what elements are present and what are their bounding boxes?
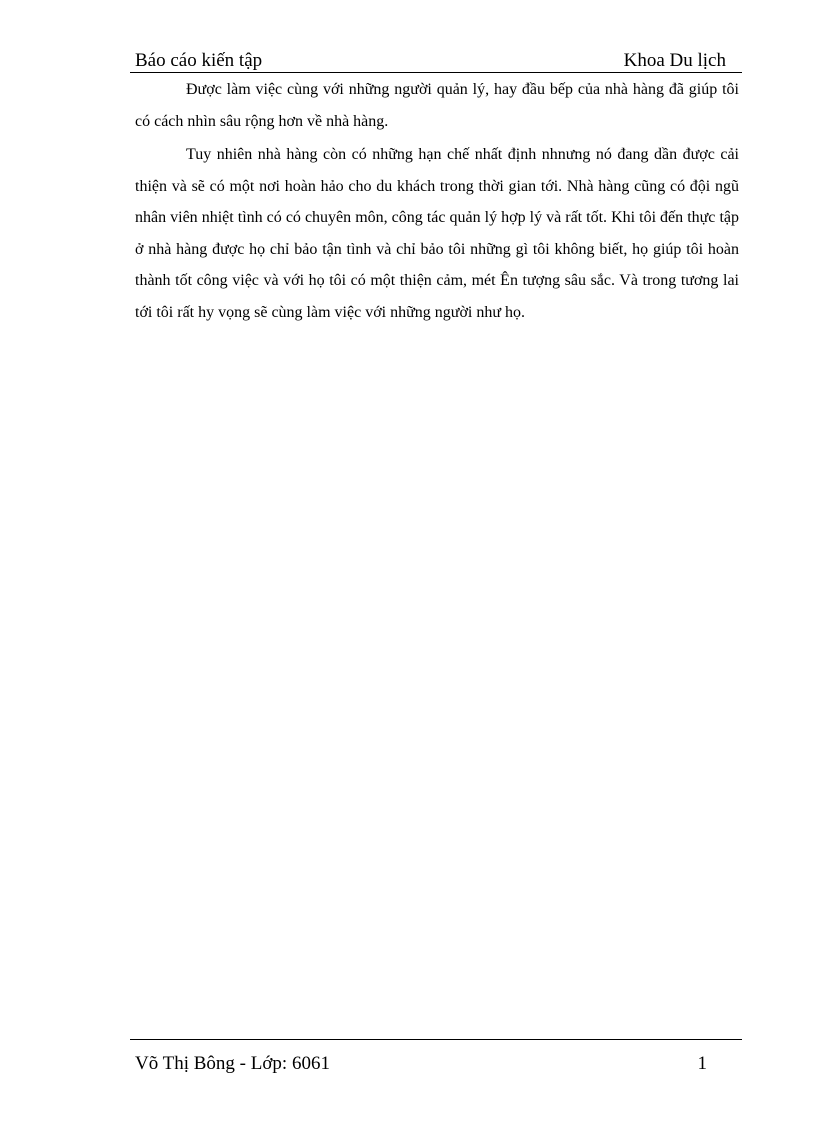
document-body bbox=[135, 74, 739, 328]
paragraph: Được làm việc cùng với những người quản lý, hay đầu bếp của nhà hàng đã giúp tôi có cách nhìn sâu rộng hơn về nhà hàng. bbox=[135, 81, 739, 130]
page-footer bbox=[135, 1050, 707, 1078]
header-divider bbox=[130, 72, 742, 73]
header-faculty: Khoa Du lịch bbox=[623, 50, 726, 71]
paragraph: Tuy nhiên nhà hàng còn có những hạn chế nhất định nhnưng nó đang dần được cải thiện và sẽ có một nơi hoàn hảo cho du khách trong thời gian tới. Nhà hàng cũng có đội ngũ nhân viên nhiệt tình có có chuyên môn, công tác quản lý hợp lý và rất tốt. Khi tôi đến thực tập ở nhà hàng được họ chỉ bảo tận tình và chỉ bảo tôi những gì tôi không biết, họ giúp tôi hoàn thành tốt công việc và với họ tôi có một thiện cảm, mét Ên tượng sâu sắc. Và trong tương lai tới tôi rất hy vọng sẽ cùng làm việc với những người như họ. bbox=[135, 146, 739, 321]
page-header bbox=[135, 46, 726, 72]
footer-divider bbox=[130, 1039, 742, 1040]
footer-author: Võ Thị Bông - Lớp: 6061 bbox=[135, 1053, 330, 1074]
header-report-title: Báo cáo kiến tập bbox=[135, 50, 263, 71]
page-number: 1 bbox=[697, 1053, 707, 1074]
